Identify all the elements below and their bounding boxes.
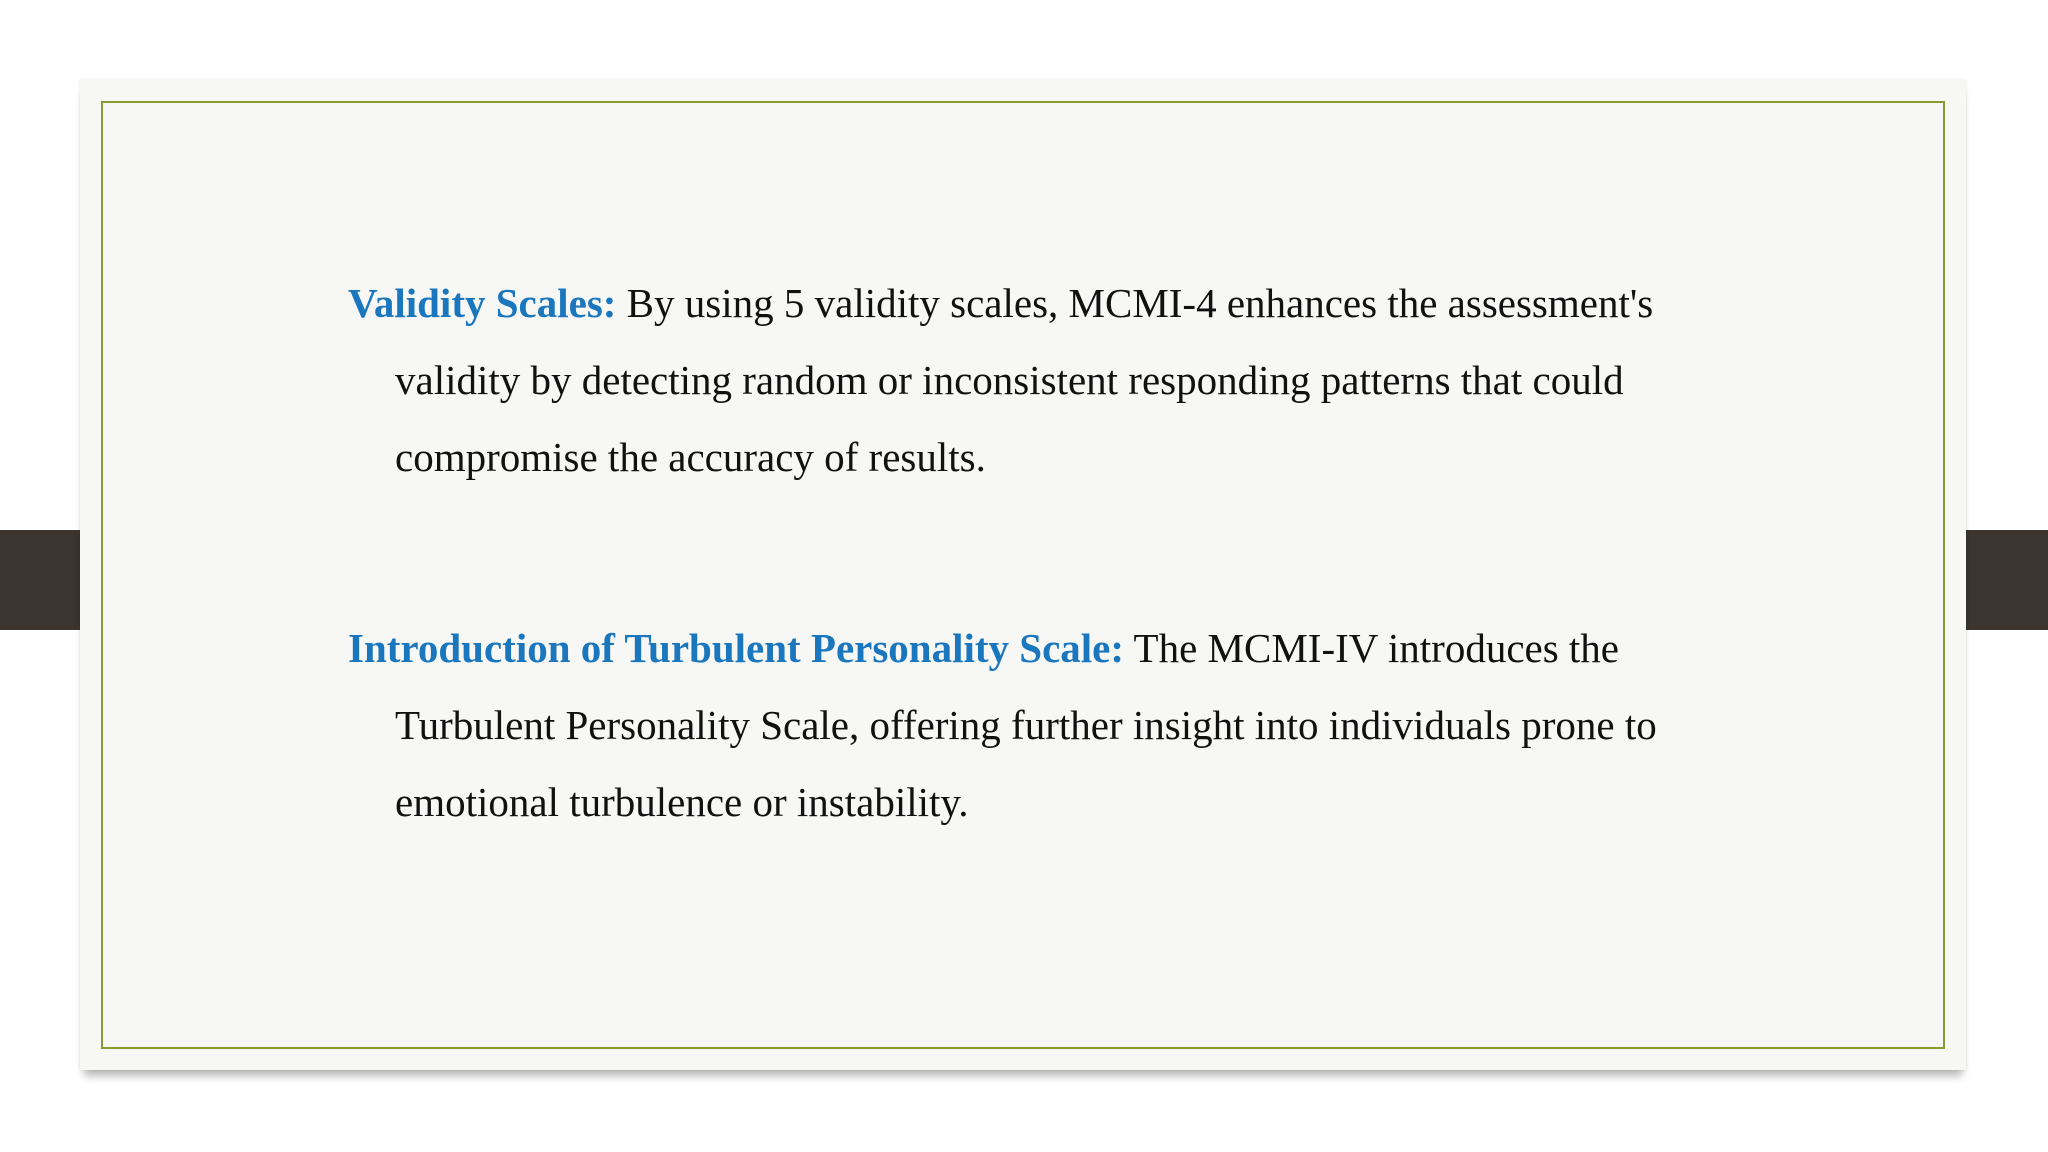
turbulent-scale-paragraph [348, 610, 1668, 841]
turbulent-scale-heading: Introduction of Turbulent Personality Scale: [348, 625, 1125, 671]
validity-scales-paragraph [348, 265, 1668, 496]
turbulent-scale-text: The MCMI-IV introduces the Turbulent Personality Scale, offering further insight into individuals prone to emotional turbulence or instability. [395, 625, 1657, 825]
validity-scales-heading: Validity Scales: [348, 280, 617, 326]
slide-content [348, 265, 1668, 841]
validity-scales-text: By using 5 validity scales, MCMI-4 enhances the assessment's validity by detecting random or inconsistent responding patterns that could compromise the accuracy of results. [395, 280, 1654, 480]
